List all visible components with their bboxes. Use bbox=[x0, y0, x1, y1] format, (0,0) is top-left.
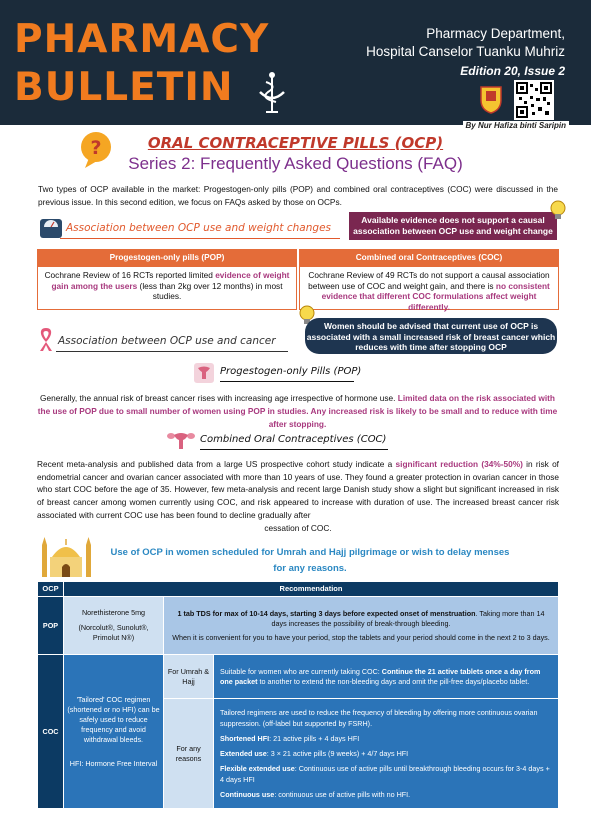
bulletin-title-line2: BULLETIN bbox=[14, 65, 234, 110]
pop-drug-cell: Norethisterone 5mg (Norcolut®, Sunolut®, Primolut N®) bbox=[64, 597, 164, 655]
weight-section-heading: Association between OCP use and weight changes bbox=[66, 222, 331, 234]
cancer-callout-box: Women should be advised that current use of OCP is associated with a small increased risk of breast cancer which reduces with time after stopping OCP bbox=[305, 318, 557, 354]
bulletin-title-line1: PHARMACY bbox=[14, 17, 270, 62]
cancer-coc-subheading: Combined Oral Contraceptives (COC) bbox=[200, 434, 387, 445]
cancer-section-heading: Association between OCP use and cancer bbox=[58, 335, 276, 347]
table-row bbox=[38, 597, 559, 655]
uterus-icon bbox=[193, 362, 215, 384]
article-title: ORAL CONTRACEPTIVE PILLS (OCP) bbox=[147, 134, 444, 152]
cancer-heading-underline bbox=[56, 351, 288, 352]
crest-icon bbox=[478, 84, 504, 114]
table-row bbox=[38, 655, 559, 699]
svg-text:?: ? bbox=[90, 137, 102, 159]
qr-code-icon bbox=[514, 80, 554, 120]
any-reason-label-cell: For any reasons bbox=[164, 699, 214, 809]
cancer-pop-subheading: Progestogen-only Pills (POP) bbox=[220, 366, 362, 377]
weight-heading-underline bbox=[60, 238, 340, 239]
ribbon-icon bbox=[38, 326, 54, 352]
lightbulb-icon bbox=[549, 199, 567, 223]
intro-paragraph: Two types of OCP available in the market: Progestogen-only pills (POP) and combined oral contraceptives (COC) were discussed in the previous issue. In this second edition, we focus on FAQs asked by those on OCPs. bbox=[38, 184, 558, 207]
author-byline: By Nur Hafiza binti Saripin bbox=[463, 121, 569, 130]
table-header-row bbox=[38, 582, 559, 597]
coc-regimen-cell: 'Tailored' COC regimen (shortened or no HFI) can be safely used to reduce frequency and avoid withdrawal bleeds. HFI: Hormone Free Interval bbox=[64, 655, 164, 809]
pop-recommendation-cell: 1 tab TDS for max of 10-14 days, starting 3 days before expected onset of menstruation. Taking more than 14 days increases the possibility of break-through bleeding. When it is convenient for you to have your period, stop the tablets and your period should come in the next 2 to 3 days. bbox=[164, 597, 559, 655]
row-label-pop: POP bbox=[38, 597, 64, 655]
weight-pop-text: Cochrane Review of 16 RCTs reported limited evidence of weight gain among the users (less than 2kg over 12 months) in most studies. bbox=[37, 266, 297, 310]
cancer-pop-underline bbox=[220, 381, 354, 382]
edition-label: Edition 20, Issue 2 bbox=[460, 64, 565, 78]
scale-icon bbox=[39, 217, 63, 239]
any-reason-recommendation-cell: Tailored regimens are used to reduce the frequency of bleeding by offering more continuous ovarian suppression. (off-label but supported by FSRH). Shortened HFI: 21 active pills + 4 days HFI Extended use: 3 × 21 active pills (9 weeks) + 4/7 days HFI Flexible extended use: Continuous use of active pills until breakthrough bleeding occurs for 3-4 days + 4 days HFI Continuous use: continuous use of active pills with no HFI. bbox=[214, 699, 559, 809]
row-label-coc: COC bbox=[38, 655, 64, 809]
cancer-coc-underline bbox=[200, 449, 388, 450]
cancer-coc-paragraph: Recent meta-analysis and published data from a large US prospective cohort study indicate a significant reduction (34%-50%) in risk of endometrial cancer and ovarian cancer associated with more than 10 years of use. They found a greater protection in ovarian cancer in those who start COC before the age of 35. However, few meta-analysis and recent large Danish study show a slight but significant increased in risk of breast cancer among women currently using COC, and risk appeared to increase with duration of use. The increased breast cancer risk associated with current COC use has been found to decline gradually after cessation of COC. bbox=[37, 459, 559, 533]
umrah-label-cell: For Umrah & Hajj bbox=[164, 655, 214, 699]
umrah-section-title: Use of OCP in women scheduled for Umrah and Hajj pilgrimage or wish to delay menses for any reasons. bbox=[110, 547, 510, 574]
article-subtitle: Series 2: Frequently Asked Questions (FAQ) bbox=[128, 154, 463, 173]
mosque-icon bbox=[38, 531, 96, 579]
weight-pop-header: Progestogen-only pills (POP) bbox=[37, 249, 297, 266]
weight-callout-box: Available evidence does not support a causal association between OCP use and weight change bbox=[349, 212, 557, 240]
table-head-ocp: OCP bbox=[38, 582, 64, 597]
caduceus-icon bbox=[254, 70, 290, 114]
table-head-recommendation: Recommendation bbox=[64, 582, 559, 597]
hospital-name: Hospital Canselor Tuanku Muhriz bbox=[366, 44, 565, 59]
uterus-icon bbox=[166, 429, 196, 451]
recommendation-table bbox=[37, 581, 559, 809]
weight-coc-text: Cochrane Review of 49 RCTs do not support a causal association between use of COC and weight gain, and there is no consistent evidence that different COC formulations affect weight differently. bbox=[299, 266, 559, 310]
department-name: Pharmacy Department, bbox=[426, 26, 565, 41]
weight-coc-header: Combined oral Contraceptives (COC) bbox=[299, 249, 559, 266]
umrah-recommendation-cell: Suitable for women who are currently taking COC: Continue the 21 active tablets once a day from one packet to another to extend the non-bleeding days and omit the pill-free days/placebo tablet. bbox=[214, 655, 559, 699]
cancer-pop-paragraph: Generally, the annual risk of breast cancer rises with increasing age irrespective of hormone use. Limited data on the risk associated with the use of POP due to small number of women using POP in studies. Any increased risk is likely to be small and to reduce with time after stopping. bbox=[37, 393, 558, 429]
